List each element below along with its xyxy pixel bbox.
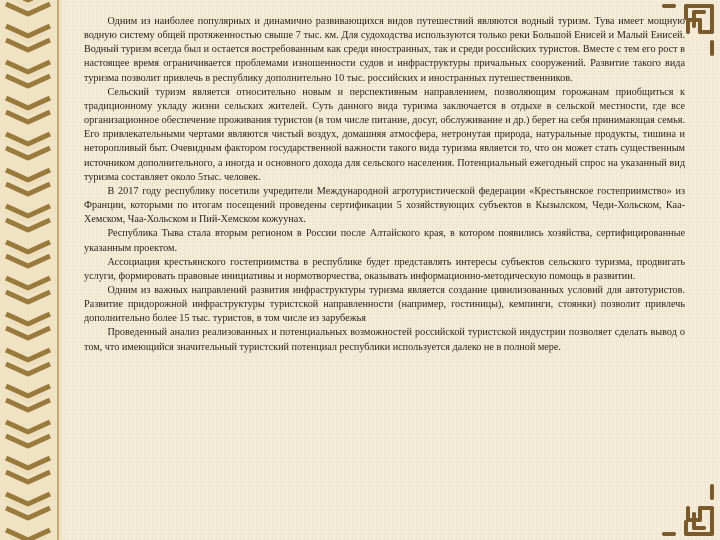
paragraph-auto-tourism: Одним из важных направлений развития инфраструктуры туризма является создание цивилизованных условий для автотуристов. Развитие придорожной инфраструктуры туристской направленности (например, гостиницы), кемпинги, стоянки) позволит привлечь дополнительно более 15 тыс. туристов, в том числе из зарубежья: [84, 284, 685, 325]
paragraph-conclusion: Проведенный анализ реализованных и потенциальных возможностей российской туристской индустрии позволяет сделать вывод о том, что имеющийся значительный туристский потенциал республики используется далеко не в полной мере.: [84, 327, 685, 353]
ornamental-border-left: [0, 0, 62, 540]
body-text: [84, 15, 685, 535]
paragraph-second-region: Республика Тыва стала вторым регионом в России после Алтайского края, в котором появились хозяйства, сертифицированные указанным проектом.: [84, 228, 685, 254]
paragraph-rural-tourism: Сельский туризм является относительно новым и перспективным направлением, позволяющим горожанам приобщиться к традиционному укладу жизни сельских жителей. Суть данного вида туризма заключается в отдыхе в сельской местности, где все организационное обеспечение проживания туристов (в том числе питание, досуг, обслуживание и др.) берет на себя принимающая семья. Его привлекательными чертами являются чистый воздух, домашняя атмосфера, нетронутая природа, натуральные продукты, тишина и неторопливый быт. Очевидным фактором государственной важности такого вида туризма является то, что он может стать существенным источником дополнительного, а иногда и основного дохода для сельского населения. Потенциальный ежегодный спрос на указанный вид туризма составляет около 5тыс. человек.: [84, 86, 685, 183]
paragraph-association: Ассоциация крестьянского гостеприимства в республике будет представлять интересы субъектов сельского туризма, продвигать услуги, формировать правовые инициативы и нормотворчества, оказывать информационно-методическую помощь в развитии.: [84, 256, 685, 282]
paragraph-2017-visit: В 2017 году республику посетили учредители Международной агротуристической федерации «Крестьянское гостеприимство» из Франции, которыми по итогам посещений проведены сертификации 5 хозяйствующих субъектов в Кызылском, Чеди-Хольском, Каа-Хемском, Чаа-Хольском и Пий-Хемском кожуунах.: [84, 185, 685, 226]
paragraph-water-tourism: Одним из наиболее популярных и динамично развивающихся видов путешествий являются водный туризм. Тува имеет мощную водную систему общей протяженностью свыше 7 тыс. км. Для судоходства используются только реки Большой Енисей и Малый Енисей. Водный туризм всегда был и остается востребованным как среди иностранных, так и среди российских туристов. Вместе с тем его рост в настоящее время ограничивается проблемами изношенности судов и инфраструктуры причальных сооружений. Развитие такого вида туризма позволит привлечь в республику дополнительно 10 тыс. российских и иностранных путешественников.: [84, 16, 685, 84]
